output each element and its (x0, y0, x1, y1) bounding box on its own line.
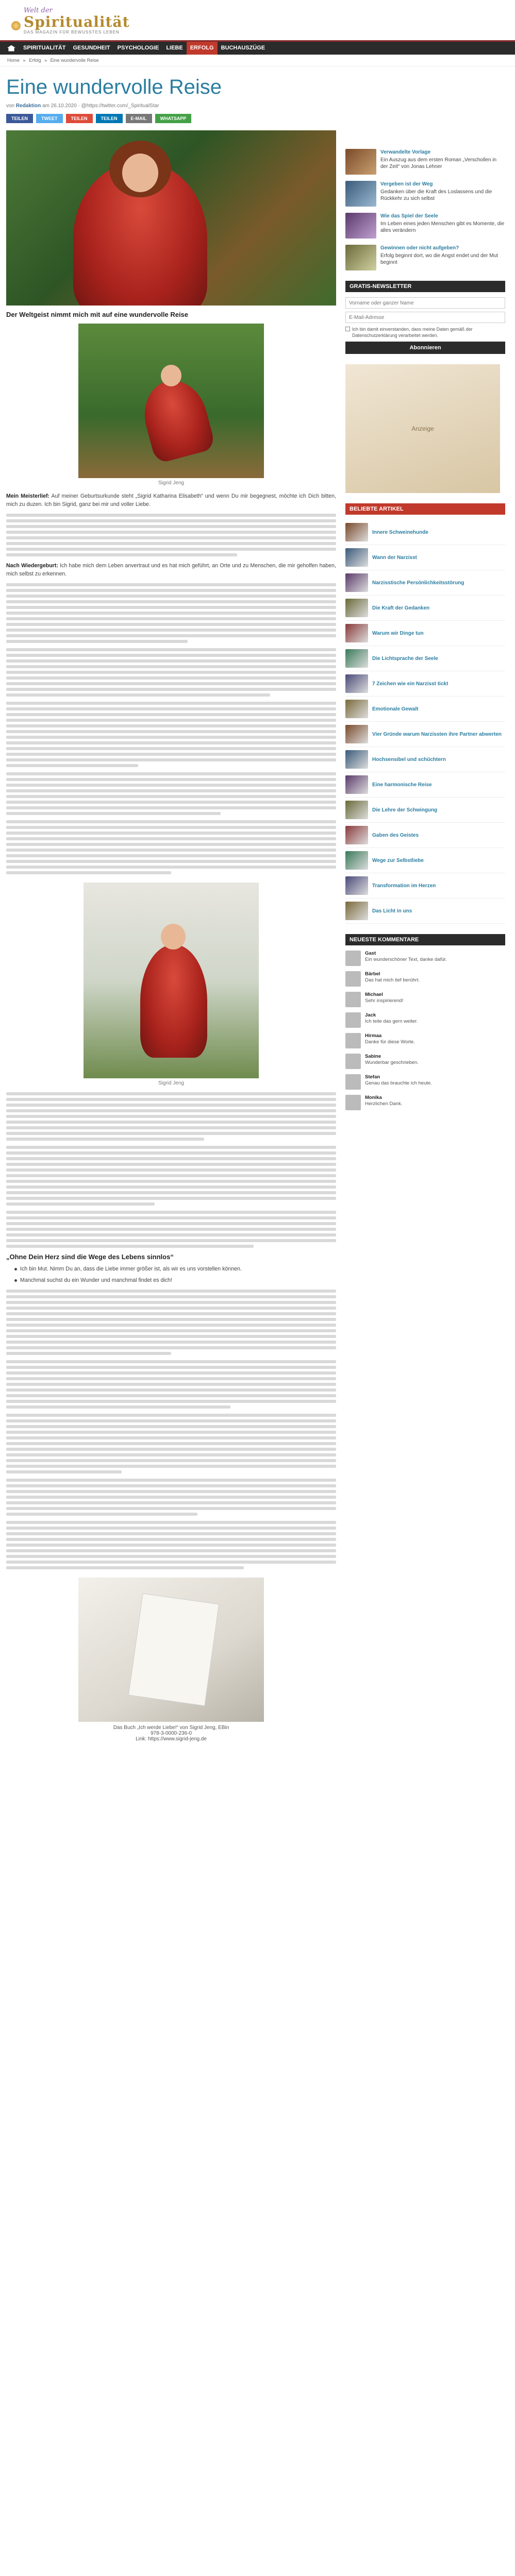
paragraph-lead: Mein Meisterlief: (6, 493, 50, 499)
quote-item: Manchmal suchst du ein Wunder und manchmal findet es dich! (14, 1276, 336, 1284)
popular-item-title[interactable]: Transformation im Herzen (372, 883, 436, 889)
nav-item-buchauszuege[interactable]: BUCHAUSZÜGE (221, 45, 265, 51)
book-cover (128, 1594, 219, 1706)
avatar (345, 992, 361, 1007)
recent-comments (345, 934, 505, 1110)
newsletter-subscribe-button[interactable]: Abonnieren (345, 342, 505, 354)
popular-item-title[interactable]: Die Lehre der Schwingung (372, 807, 438, 813)
comments-title: NEUESTE KOMMENTARE (345, 934, 505, 945)
comment-text: Genau das brauchte ich heute. (365, 1080, 432, 1086)
popular-item[interactable] (345, 823, 505, 848)
thumbnail (345, 599, 368, 617)
paragraph (6, 492, 336, 509)
content-area (0, 66, 515, 1752)
breadcrumb-current: Eine wundervolle Reise (50, 58, 99, 63)
popular-articles (345, 503, 505, 924)
breadcrumb-separator: » (23, 58, 26, 63)
popular-item[interactable] (345, 772, 505, 798)
share-email-button[interactable]: E-MAIL (126, 114, 152, 123)
article-image-swing (78, 324, 264, 478)
sidebar-featured-item[interactable] (345, 213, 505, 239)
text-block (6, 1092, 336, 1141)
popular-item[interactable] (345, 520, 505, 545)
comment-item (345, 1074, 505, 1090)
popular-item-title[interactable]: Warum wir Dinge tun (372, 630, 424, 636)
popular-item-title[interactable]: Wann der Narzisst (372, 554, 417, 561)
avatar (345, 951, 361, 966)
featured-title[interactable]: Vergeben ist der Weg (380, 181, 433, 187)
figure-face (122, 154, 158, 192)
thumbnail (345, 523, 368, 541)
image-caption: Sigrid Jeng (158, 1080, 185, 1086)
comment-text: Herzlichen Dank. (365, 1101, 403, 1107)
comment-item (345, 1095, 505, 1110)
thumbnail (345, 674, 368, 693)
thumbnail (345, 649, 368, 668)
site-logo[interactable] (11, 7, 504, 35)
text-block (6, 702, 336, 767)
text-block (6, 1360, 336, 1409)
book-isbn: 978-3-0000-236-0 (150, 1731, 192, 1736)
paragraph-text: Auf meiner Geburtsurkunde steht „Sigrid Katharina Elisabeth“ und wenn Du mir begegnest, möchte ich Dich bitten, mich zu duzen. Ich bin Sigrid, ganz bei mir und voller Liebe. (6, 493, 336, 507)
popular-item-title[interactable]: Das Licht in uns (372, 908, 412, 914)
popular-item[interactable] (345, 747, 505, 772)
popular-item-title[interactable]: Die Lichtsprache der Seele (372, 655, 438, 662)
nav-item-liebe[interactable]: LIEBE (166, 45, 183, 51)
comment-author[interactable]: Monika (365, 1095, 382, 1100)
comment-author[interactable]: Jack (365, 1012, 376, 1018)
meta-prefix: von (6, 103, 15, 109)
text-block (6, 1211, 336, 1248)
featured-text: Ein Auszug aus dem ersten Roman „Verschollen in der Zeit“ von Jonas Lehner (380, 157, 497, 170)
featured-text: Erfolg beginnt dort, wo die Angst endet und der Mut beginnt (380, 253, 498, 265)
intro-heading: Der Weltgeist nimmt mich mit auf eine wundervolle Reise (6, 311, 189, 318)
consent-checkbox[interactable] (345, 327, 350, 331)
comment-item (345, 1012, 505, 1028)
popular-item-title[interactable]: Hochsensibel und schüchtern (372, 756, 446, 762)
comment-text: Ich teile das gern weiter. (365, 1019, 418, 1024)
sidebar-featured-item[interactable] (345, 181, 505, 207)
article-hero-image (6, 130, 336, 306)
paragraph (6, 562, 336, 578)
popular-list (345, 520, 505, 924)
text-block (6, 772, 336, 815)
avatar (345, 1033, 361, 1048)
featured-text: Im Leben eines jeden Menschen gibt es Momente, die alles verändern (380, 221, 505, 233)
text-block (6, 514, 336, 556)
article (6, 66, 336, 1752)
popular-item[interactable] (345, 621, 505, 646)
popular-title: BELIEBTE ARTIKEL (345, 503, 505, 515)
breadcrumb-separator: » (44, 58, 47, 63)
popular-item[interactable] (345, 646, 505, 671)
newsletter-name-input[interactable] (345, 297, 505, 309)
newsletter-title: GRATIS-NEWSLETTER (345, 281, 505, 292)
popular-item[interactable] (345, 873, 505, 899)
comment-item (345, 992, 505, 1007)
main-nav (0, 40, 515, 55)
text-block (6, 1479, 336, 1516)
text-block (6, 1414, 336, 1473)
figure-face (161, 924, 186, 950)
sidebar-featured-item[interactable] (345, 245, 505, 270)
share-bar (6, 114, 336, 123)
text-block (6, 820, 336, 874)
thumbnail (345, 700, 368, 718)
quote-heading: „Ohne Dein Herz sind die Wege des Lebens sinnlos“ (6, 1253, 174, 1261)
popular-item[interactable] (345, 570, 505, 596)
comment-author[interactable]: Gast (365, 951, 376, 956)
avatar (345, 1054, 361, 1069)
breadcrumb (0, 55, 515, 66)
thumbnail (345, 149, 376, 175)
thumbnail (345, 245, 376, 270)
comment-item (345, 971, 505, 987)
ad-banner[interactable]: Anzeige (345, 364, 500, 493)
comment-list (345, 951, 505, 1110)
thumbnail (345, 876, 368, 895)
text-block (6, 1521, 336, 1569)
popular-item-title[interactable]: Eine harmonische Reise (372, 782, 432, 788)
popular-item-title[interactable]: Innere Schweinehunde (372, 529, 428, 535)
figure-face (161, 365, 181, 386)
popular-item-title[interactable]: Die Kraft der Gedanken (372, 605, 430, 611)
share-linkedin-button[interactable]: TEILEN (96, 114, 123, 123)
thumbnail (345, 775, 368, 794)
comment-text: Ein wunderschöner Text, danke dafür. (365, 957, 447, 962)
popular-item-title[interactable]: Vier Gründe warum Narzissten ihre Partner abwerten (372, 731, 502, 737)
popular-item[interactable] (345, 899, 505, 924)
comment-author[interactable]: Bärbel (365, 971, 380, 977)
popular-item[interactable] (345, 545, 505, 570)
quote-item: Ich bin Mut. Nimm Du an, dass die Liebe immer größer ist, als wir es uns vorstellen können. (14, 1265, 336, 1273)
share-whatsapp-button[interactable]: WHATSAPP (155, 114, 192, 123)
comment-author[interactable]: Stefan (365, 1074, 380, 1080)
text-block (6, 583, 336, 643)
thumbnail (345, 548, 368, 567)
thumbnail (345, 750, 368, 769)
comment-item (345, 1054, 505, 1069)
featured-title[interactable]: Verwandelte Vorlage (380, 149, 431, 155)
avatar (345, 1012, 361, 1028)
featured-title[interactable]: Wie das Spiel der Seele (380, 213, 438, 219)
paragraph-lead: Nach Wiedergeburt: (6, 563, 58, 569)
home-icon[interactable] (7, 45, 15, 52)
author-link[interactable]: Redaktion (15, 103, 41, 109)
thumbnail (345, 851, 368, 870)
logo-big-text: Spiritualität (24, 13, 130, 30)
paragraph-text: Ich habe mich dem Leben anvertraut und es hat mich geführt, an Orte und zu Menschen, die mir geholfen haben, mich selbst zu erkennen. (6, 563, 336, 577)
sun-icon (11, 21, 21, 30)
share-facebook-button[interactable]: TEILEN (6, 114, 33, 123)
image-caption: Sigrid Jeng (158, 480, 185, 486)
comment-text: Das hat mich tief berührt. (365, 977, 420, 983)
avatar (345, 1095, 361, 1110)
book-caption: Das Buch „Ich werde Liebe!“ von Sigrid Jeng, EBin (113, 1725, 229, 1731)
quote-list (14, 1265, 336, 1284)
popular-item[interactable] (345, 722, 505, 747)
thumbnail (345, 573, 368, 592)
share-twitter-button[interactable]: TWEET (36, 114, 63, 123)
logo-subtitle: DAS MAGAZIN FÜR BEWUSSTES LEBEN (24, 30, 120, 35)
breadcrumb-home[interactable]: Home (7, 58, 20, 63)
featured-title[interactable]: Gewinnen oder nicht aufgeben? (380, 245, 459, 251)
thumbnail (345, 213, 376, 239)
meta-date: am 26.10.2020 · @https://twitter.com/_SpiritualStar (42, 103, 159, 109)
comment-text: Wunderbar geschrieben. (365, 1060, 419, 1065)
popular-item-title[interactable]: Emotionale Gewalt (372, 706, 419, 712)
thumbnail (345, 725, 368, 743)
article-image-book (78, 1578, 264, 1722)
article-footer (6, 1725, 336, 1742)
popular-item[interactable] (345, 671, 505, 697)
thumbnail (345, 181, 376, 207)
nav-item-spiritualitaet[interactable]: SPIRITUALITÄT (23, 45, 66, 51)
newsletter-box (345, 281, 505, 354)
nav-item-psychologie[interactable]: PSYCHOLOGIE (117, 45, 159, 51)
breadcrumb-category[interactable]: Erfolg (29, 58, 41, 63)
figure-swing (137, 374, 217, 464)
avatar (345, 971, 361, 987)
text-block (6, 1146, 336, 1206)
popular-item-title[interactable]: Narzisstische Persönlichkeitsstörung (372, 580, 464, 586)
popular-item-title[interactable]: Wege zur Selbstliebe (372, 857, 424, 863)
thumbnail (345, 826, 368, 844)
comment-author[interactable]: Michael (365, 992, 383, 997)
newsletter-email-input[interactable] (345, 312, 505, 323)
newsletter-consent[interactable]: Ich bin damit einverstanden, dass meine Daten gemäß der Datenschutzerklärung verarbeitet werden. (345, 326, 505, 338)
comment-author[interactable]: Sabine (365, 1054, 381, 1059)
comment-text: Sehr inspirierend! (365, 998, 404, 1004)
logo-small-text: Welt der (24, 7, 53, 14)
comment-author[interactable]: Hirmaa (365, 1033, 382, 1039)
book-link[interactable]: Link: https://www.sigrid-jeng.de (136, 1736, 207, 1742)
popular-item[interactable] (345, 798, 505, 823)
text-block (6, 648, 336, 697)
featured-text: Gedanken über die Kraft des Loslassens und die Rückkehr zu sich selbst (380, 189, 492, 201)
popular-item[interactable] (345, 596, 505, 621)
sidebar-featured (345, 149, 505, 270)
text-block (6, 1290, 336, 1355)
sidebar-featured-item[interactable] (345, 149, 505, 175)
nav-item-gesundheit[interactable]: GESUNDHEIT (73, 45, 110, 51)
thumbnail (345, 801, 368, 819)
comment-text: Danke für diese Worte. (365, 1039, 415, 1045)
thumbnail (345, 624, 368, 642)
popular-item[interactable] (345, 697, 505, 722)
figure-standing (140, 944, 207, 1058)
article-meta (6, 103, 336, 109)
popular-item[interactable] (345, 848, 505, 873)
article-title: Eine wundervolle Reise (6, 76, 222, 98)
nav-item-erfolg[interactable]: ERFOLG (187, 42, 218, 55)
comment-item (345, 1033, 505, 1048)
article-image-field (84, 883, 259, 1078)
thumbnail (345, 902, 368, 920)
site-header (0, 0, 515, 40)
popular-item-title[interactable]: Gaben des Geistes (372, 832, 419, 838)
popular-item-title[interactable]: 7 Zeichen wie ein Narzisst tickt (372, 681, 448, 687)
share-google-button[interactable]: TEILEN (66, 114, 93, 123)
sidebar (345, 66, 505, 1752)
comment-item (345, 951, 505, 966)
avatar (345, 1074, 361, 1090)
